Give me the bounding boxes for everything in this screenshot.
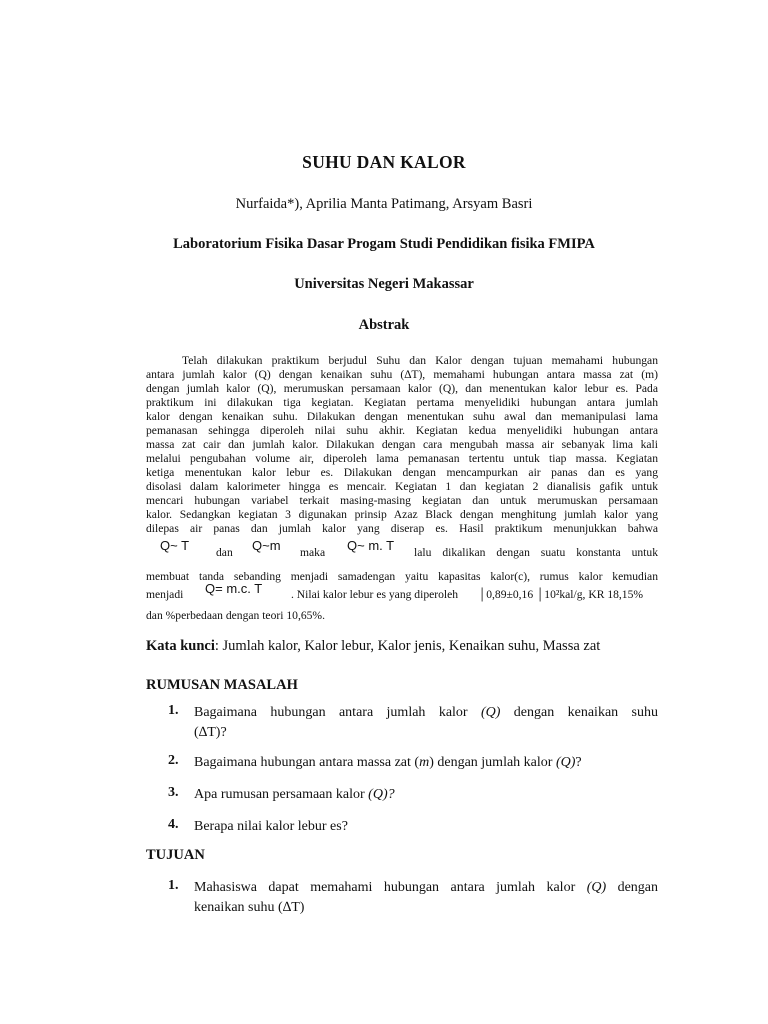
abstract-line: antara jumlah kalor (Q) dengan kenaikan suhu (∆T), memahami hubungan antara massa zat (m) — [146, 368, 658, 381]
abstract-line: pemanasan sehingga diperoleh nilai suhu akhir. Kegiatan kedua menyelidiki hubungan antara — [146, 424, 658, 437]
abstract-line: dilepas air panas dan jumlah kalor yang diserap es. Hasil praktikum menunjukkan bahwa — [146, 522, 658, 535]
affiliation-university: Universitas Negeri Makassar — [294, 276, 474, 292]
affiliation-lab: Laboratorium Fisika Dasar Progam Studi Pendidikan fisika FMIPA — [173, 236, 595, 252]
list-number: 1. — [168, 703, 179, 718]
formula-q-prop-m: Q~m — [252, 538, 281, 553]
word-dan: dan — [216, 546, 233, 559]
list-item: Bagaimana hubungan antara massa zat (m) dengan jumlah kalor (Q)? — [194, 755, 582, 770]
abstract-line: mencari hubungan variabel terkait masing-masing kegiatan dan untuk merumuskan persamaan — [146, 494, 658, 507]
list-item: Berapa nilai kalor lebur es? — [194, 819, 348, 834]
list-number: 4. — [168, 817, 179, 832]
abstract-line: massa zat cair dan jumlah kalor. Dilakukan dengan cara mengubah massa air sebanyak lima kali — [146, 438, 658, 451]
keywords-text: : Jumlah kalor, Kalor lebur, Kalor jenis, Kenaikan suhu, Massa zat — [214, 638, 601, 654]
author-list: Nurfaida*), Aprilia Manta Patimang, Arsyam Basri — [235, 196, 533, 212]
result-value: │0,89±0,16 │10²kal/g, KR 18,15% — [478, 588, 644, 601]
abstract-line: Telah dilakukan praktikum berjudul Suhu dan Kalor dengan tujuan memahami hubungan — [182, 354, 658, 367]
list-item: Mahasiswa dapat memahami hubungan antara jumlah kalor (Q) dengan kenaikan suhu (∆T) — [194, 880, 658, 915]
formula-q-prop-mt: Q~ m. T — [347, 538, 395, 553]
abstract-line: kalor. Sedangkan kegiatan 3 digunakan prinsip Azaz Black dengan menghitung jumlah kalor yang — [146, 508, 658, 521]
abstract-line: melalui pengubahan volume air, diperoleh lama pemanasan tertentu untuk tiap massa. Kegiatan — [146, 452, 658, 465]
abstract-line: praktikum ini dilakukan tiga kegiatan. Kegiatan pertama menyelidiki hubungan antara jumlah — [146, 396, 658, 409]
word-menjadi: menjadi — [146, 588, 184, 601]
list-item: Bagaimana hubungan antara jumlah kalor (Q) dengan kenaikan suhu (∆T)? — [194, 705, 658, 740]
list-item: Apa rumusan persamaan kalor (Q)? — [194, 787, 395, 802]
formula-q-prop-t: Q~ T — [160, 538, 190, 553]
formula-line-tail: lalu dikalikan dengan suatu konstanta untuk — [414, 546, 658, 559]
word-maka: maka — [300, 546, 326, 559]
abstract-final-line: dan %perbedaan dengan teori 10,65%. — [146, 609, 325, 622]
list-number: 2. — [168, 753, 179, 768]
rumusan-masalah-heading: RUMUSAN MASALAH — [146, 677, 298, 693]
abstract-line: ketiga menentukan kalor lebur es. Dilakukan dengan mencampurkan air panas dan es yang — [146, 466, 658, 479]
result-text: . Nilai kalor lebur es yang diperoleh — [291, 588, 459, 601]
list-number: 3. — [168, 785, 179, 800]
abstract-line: dengan jumlah kalor (Q), merumuskan persamaan kalor (Q), dan menentukan kalor lebur es. Pada — [146, 382, 658, 395]
keywords-label: Kata kunci — [146, 638, 215, 654]
tujuan-heading: TUJUAN — [146, 847, 205, 863]
paper-title: SUHU DAN KALOR — [302, 152, 466, 172]
abstract-line: kalor dengan kenaikan suhu. Dilakukan dengan menentukan suhu awal dan memanipulasi lama — [146, 410, 658, 423]
abstract-line: disolasi dalam kalorimeter hingga es mencair. Kegiatan 1 dan kegiatan 2 dianalisis gafik untuk — [146, 480, 658, 493]
list-number: 1. — [168, 878, 179, 893]
formula-heat-equation: Q= m.c. T — [205, 581, 263, 596]
abstract-line: membuat tanda sebanding menjadi samadengan yaitu kapasitas kalor(c), rumus kalor kemudian — [146, 570, 658, 583]
keywords — [146, 638, 600, 655]
abstract-heading: Abstrak — [358, 317, 410, 333]
